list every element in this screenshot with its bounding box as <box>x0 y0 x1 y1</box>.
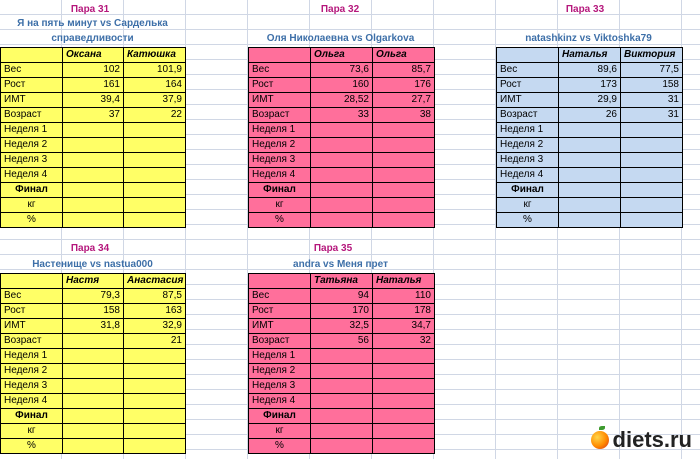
value-cell-1[interactable]: 29,9 <box>559 93 621 108</box>
table-row <box>249 334 435 349</box>
pair-35-title: Пара 35 <box>313 243 353 254</box>
table-row <box>249 138 435 153</box>
participant-2-name[interactable]: Ольга <box>373 48 435 63</box>
value-cell-2[interactable] <box>124 198 186 213</box>
value-cell-1[interactable] <box>63 349 124 364</box>
pair-35-body <box>249 274 435 454</box>
table-row <box>249 108 435 123</box>
header-row <box>249 48 435 63</box>
value-cell-1[interactable] <box>63 439 124 454</box>
value-cell-1[interactable]: 158 <box>63 304 124 319</box>
row-label-cell[interactable]: кг <box>249 424 311 439</box>
table-row <box>249 304 435 319</box>
row-label-cell[interactable]: Неделя 2 <box>497 138 559 153</box>
value-cell-2[interactable] <box>373 439 435 454</box>
pair-32-subtitle: Оля Николаевна vs Olgarkova <box>266 33 415 44</box>
row-label-cell[interactable]: Вес <box>249 289 311 304</box>
value-cell-2[interactable] <box>124 213 186 228</box>
header-row <box>1 274 186 289</box>
value-cell-2[interactable] <box>373 168 435 183</box>
participant-2-name[interactable]: Наталья <box>373 274 435 289</box>
row-label-cell[interactable]: Неделя 1 <box>1 349 63 364</box>
value-cell-1[interactable] <box>559 198 621 213</box>
row-label-cell[interactable]: Неделя 1 <box>249 123 311 138</box>
value-cell-1[interactable]: 56 <box>311 334 373 349</box>
row-label-cell[interactable]: Неделя 2 <box>1 138 63 153</box>
value-cell-2[interactable]: 85,7 <box>373 63 435 78</box>
row-label-cell[interactable]: Рост <box>249 78 311 93</box>
value-cell-2[interactable] <box>124 439 186 454</box>
table-row <box>249 93 435 108</box>
value-cell-1[interactable] <box>559 168 621 183</box>
row-label-cell[interactable]: кг <box>497 198 559 213</box>
table-row <box>1 138 186 153</box>
value-cell-1[interactable] <box>311 439 373 454</box>
row-label-cell[interactable]: Неделя 1 <box>497 123 559 138</box>
row-label-cell[interactable]: Неделя 4 <box>1 168 63 183</box>
value-cell-2[interactable] <box>124 123 186 138</box>
row-label-cell[interactable]: Неделя 3 <box>249 379 311 394</box>
value-cell-1[interactable] <box>559 213 621 228</box>
header-row <box>1 48 186 63</box>
value-cell-1[interactable]: 39,4 <box>63 93 124 108</box>
table-row <box>497 168 683 183</box>
value-cell-2[interactable] <box>621 153 683 168</box>
table-row <box>1 289 186 304</box>
table-row <box>249 379 435 394</box>
value-cell-1[interactable]: 33 <box>311 108 373 123</box>
value-cell-1[interactable]: 170 <box>311 304 373 319</box>
value-cell-2[interactable] <box>373 183 435 198</box>
value-cell-2[interactable]: 34,7 <box>373 319 435 334</box>
row-label-cell[interactable]: Вес <box>1 63 63 78</box>
value-cell-2[interactable] <box>373 198 435 213</box>
row-label-cell[interactable]: Финал <box>1 409 63 424</box>
row-label-cell[interactable]: Неделя 4 <box>1 394 63 409</box>
value-cell-1[interactable]: 28,52 <box>311 93 373 108</box>
table-row <box>1 394 186 409</box>
pair-31-table <box>0 47 186 228</box>
table-row <box>497 63 683 78</box>
value-cell-1[interactable] <box>559 138 621 153</box>
value-cell-2[interactable] <box>124 138 186 153</box>
value-cell-1[interactable] <box>63 424 124 439</box>
table-row <box>1 93 186 108</box>
row-label-cell[interactable]: ИМТ <box>1 93 63 108</box>
value-cell-1[interactable] <box>559 123 621 138</box>
value-cell-1[interactable] <box>63 168 124 183</box>
row-label-cell[interactable]: Возраст <box>497 108 559 123</box>
pair-34-title: Пара 34 <box>70 243 110 254</box>
value-cell-2[interactable] <box>124 394 186 409</box>
value-cell-1[interactable] <box>63 379 124 394</box>
table-row <box>1 304 186 319</box>
value-cell-1[interactable] <box>311 123 373 138</box>
value-cell-2[interactable] <box>373 379 435 394</box>
value-cell-2[interactable]: 21 <box>124 334 186 349</box>
table-row <box>249 198 435 213</box>
header-row <box>249 274 435 289</box>
value-cell-2[interactable] <box>373 424 435 439</box>
row-label-cell[interactable]: Финал <box>1 183 63 198</box>
header-corner-cell[interactable] <box>1 48 63 63</box>
value-cell-2[interactable] <box>373 123 435 138</box>
pair-33-subtitle: natashkinz vs Viktoshka79 <box>525 33 652 44</box>
value-cell-1[interactable] <box>311 424 373 439</box>
table-row <box>1 78 186 93</box>
participant-1-name[interactable]: Ольга <box>311 48 373 63</box>
header-corner-cell[interactable] <box>249 274 311 289</box>
row-label-cell[interactable]: Неделя 2 <box>249 364 311 379</box>
row-label-cell[interactable]: Неделя 2 <box>1 364 63 379</box>
participant-1-name[interactable]: Оксана <box>63 48 124 63</box>
row-label-cell[interactable]: Неделя 3 <box>1 379 63 394</box>
table-row <box>1 379 186 394</box>
table-row <box>1 424 186 439</box>
value-cell-1[interactable]: 94 <box>311 289 373 304</box>
row-label-cell[interactable]: Неделя 1 <box>249 349 311 364</box>
row-label-cell[interactable]: Неделя 2 <box>249 138 311 153</box>
header-corner-cell[interactable] <box>1 274 63 289</box>
table-row <box>497 198 683 213</box>
row-label-cell[interactable]: Возраст <box>1 334 63 349</box>
pair-31-title: Пара 31 <box>70 4 110 15</box>
row-label-cell[interactable]: кг <box>1 424 63 439</box>
value-cell-2[interactable]: 163 <box>124 304 186 319</box>
value-cell-2[interactable]: 101,9 <box>124 63 186 78</box>
row-label-cell[interactable]: Возраст <box>1 108 63 123</box>
value-cell-1[interactable] <box>311 409 373 424</box>
row-label-cell[interactable]: Возраст <box>249 108 311 123</box>
table-row <box>497 183 683 198</box>
value-cell-1[interactable] <box>63 213 124 228</box>
table-row <box>249 213 435 228</box>
logo-text: diets.ru <box>612 427 692 452</box>
table-row <box>1 409 186 424</box>
table-row <box>249 168 435 183</box>
row-label-cell[interactable]: Вес <box>497 63 559 78</box>
value-cell-2[interactable] <box>124 379 186 394</box>
value-cell-1[interactable] <box>63 364 124 379</box>
row-label-cell[interactable]: Рост <box>1 304 63 319</box>
value-cell-2[interactable] <box>373 138 435 153</box>
value-cell-1[interactable]: 31,8 <box>63 319 124 334</box>
value-cell-1[interactable]: 73,6 <box>311 63 373 78</box>
row-label-cell[interactable]: % <box>1 213 63 228</box>
table-row <box>249 364 435 379</box>
participant-2-name[interactable]: Виктория <box>621 48 683 63</box>
row-label-cell[interactable]: Рост <box>1 78 63 93</box>
value-cell-1[interactable]: 79,3 <box>63 289 124 304</box>
value-cell-2[interactable] <box>373 349 435 364</box>
value-cell-1[interactable] <box>63 138 124 153</box>
value-cell-2[interactable]: 27,7 <box>373 93 435 108</box>
value-cell-2[interactable] <box>373 153 435 168</box>
row-label-cell[interactable]: Финал <box>249 183 311 198</box>
table-row <box>1 364 186 379</box>
table-row <box>1 153 186 168</box>
row-label-cell[interactable]: Финал <box>249 409 311 424</box>
value-cell-1[interactable] <box>311 364 373 379</box>
table-row <box>1 108 186 123</box>
value-cell-1[interactable] <box>63 183 124 198</box>
table-row <box>1 63 186 78</box>
value-cell-1[interactable]: 160 <box>311 78 373 93</box>
row-label-cell[interactable]: Неделя 4 <box>249 394 311 409</box>
value-cell-2[interactable] <box>124 153 186 168</box>
value-cell-1[interactable] <box>311 198 373 213</box>
table-row <box>249 349 435 364</box>
row-label-cell[interactable]: Неделя 4 <box>249 168 311 183</box>
table-row <box>1 439 186 454</box>
value-cell-1[interactable]: 89,6 <box>559 63 621 78</box>
value-cell-2[interactable] <box>621 138 683 153</box>
pair-34-subtitle: Настенище vs nastua000 <box>32 259 153 270</box>
pair-31-subtitle-2: справедливости <box>51 33 134 44</box>
value-cell-1[interactable]: 102 <box>63 63 124 78</box>
value-cell-2[interactable]: 31 <box>621 93 683 108</box>
table-row <box>1 213 186 228</box>
value-cell-1[interactable]: 26 <box>559 108 621 123</box>
value-cell-1[interactable] <box>311 349 373 364</box>
pair-32-body <box>249 48 435 228</box>
pair-34-body <box>1 274 186 454</box>
value-cell-2[interactable] <box>124 183 186 198</box>
value-cell-2[interactable] <box>124 364 186 379</box>
value-cell-1[interactable] <box>311 138 373 153</box>
value-cell-2[interactable] <box>124 424 186 439</box>
header-corner-cell[interactable] <box>497 48 559 63</box>
value-cell-2[interactable] <box>621 123 683 138</box>
table-row <box>249 153 435 168</box>
row-label-cell[interactable]: % <box>1 439 63 454</box>
apple-icon <box>591 431 609 449</box>
table-row <box>249 183 435 198</box>
value-cell-2[interactable]: 158 <box>621 78 683 93</box>
participant-1-name[interactable]: Наталья <box>559 48 621 63</box>
pair-31-body <box>1 48 186 228</box>
table-row <box>497 213 683 228</box>
pair-32-title: Пара 32 <box>320 4 360 15</box>
table-row <box>1 123 186 138</box>
pair-33-table <box>496 47 683 228</box>
value-cell-2[interactable]: 38 <box>373 108 435 123</box>
table-row <box>249 439 435 454</box>
row-label-cell[interactable]: Вес <box>1 289 63 304</box>
table-row <box>249 123 435 138</box>
table-row <box>1 349 186 364</box>
header-corner-cell[interactable] <box>249 48 311 63</box>
value-cell-1[interactable] <box>311 183 373 198</box>
value-cell-2[interactable]: 32 <box>373 334 435 349</box>
value-cell-2[interactable] <box>373 213 435 228</box>
value-cell-2[interactable] <box>621 198 683 213</box>
table-row <box>249 424 435 439</box>
diets-logo[interactable] <box>591 427 692 453</box>
row-label-cell[interactable]: % <box>249 439 311 454</box>
value-cell-2[interactable]: 176 <box>373 78 435 93</box>
value-cell-2[interactable]: 178 <box>373 304 435 319</box>
row-label-cell[interactable]: Рост <box>249 304 311 319</box>
value-cell-2[interactable] <box>124 168 186 183</box>
value-cell-2[interactable]: 22 <box>124 108 186 123</box>
row-label-cell[interactable]: ИМТ <box>497 93 559 108</box>
pair-31-subtitle: Я на пять минут vs Сарделька <box>17 18 168 29</box>
value-cell-1[interactable] <box>311 153 373 168</box>
table-row <box>249 78 435 93</box>
value-cell-2[interactable]: 31 <box>621 108 683 123</box>
table-row <box>497 108 683 123</box>
row-label-cell[interactable]: Возраст <box>249 334 311 349</box>
value-cell-1[interactable] <box>311 379 373 394</box>
value-cell-2[interactable]: 77,5 <box>621 63 683 78</box>
participant-2-name[interactable]: Катюшка <box>124 48 186 63</box>
value-cell-2[interactable] <box>621 213 683 228</box>
value-cell-1[interactable] <box>559 183 621 198</box>
value-cell-1[interactable] <box>63 334 124 349</box>
value-cell-1[interactable] <box>63 153 124 168</box>
table-row <box>497 78 683 93</box>
table-row <box>497 138 683 153</box>
table-row <box>249 63 435 78</box>
table-row <box>497 123 683 138</box>
table-row <box>1 168 186 183</box>
value-cell-2[interactable]: 87,5 <box>124 289 186 304</box>
value-cell-2[interactable]: 164 <box>124 78 186 93</box>
value-cell-1[interactable] <box>311 168 373 183</box>
row-label-cell[interactable]: % <box>497 213 559 228</box>
table-row <box>249 394 435 409</box>
value-cell-2[interactable]: 110 <box>373 289 435 304</box>
header-row <box>497 48 683 63</box>
row-label-cell[interactable]: Неделя 3 <box>497 153 559 168</box>
value-cell-2[interactable]: 37,9 <box>124 93 186 108</box>
row-label-cell[interactable]: ИМТ <box>249 319 311 334</box>
row-label-cell[interactable]: Неделя 4 <box>497 168 559 183</box>
value-cell-2[interactable]: 32,9 <box>124 319 186 334</box>
value-cell-1[interactable] <box>63 394 124 409</box>
row-label-cell[interactable]: Неделя 1 <box>1 123 63 138</box>
participant-1-name[interactable]: Татьяна <box>311 274 373 289</box>
row-label-cell[interactable]: % <box>249 213 311 228</box>
value-cell-2[interactable] <box>373 364 435 379</box>
value-cell-2[interactable] <box>621 183 683 198</box>
value-cell-1[interactable]: 161 <box>63 78 124 93</box>
table-row <box>1 198 186 213</box>
row-label-cell[interactable]: кг <box>249 198 311 213</box>
table-row <box>497 93 683 108</box>
pair-34-table <box>0 273 186 454</box>
value-cell-2[interactable] <box>373 409 435 424</box>
value-cell-2[interactable] <box>373 394 435 409</box>
pair-33-body <box>497 48 683 228</box>
table-row <box>1 183 186 198</box>
row-label-cell[interactable]: ИМТ <box>1 319 63 334</box>
value-cell-2[interactable] <box>621 168 683 183</box>
value-cell-1[interactable] <box>63 123 124 138</box>
pair-32-table <box>248 47 435 228</box>
row-label-cell[interactable]: ИМТ <box>249 93 311 108</box>
value-cell-1[interactable] <box>63 198 124 213</box>
pair-35-table <box>248 273 435 454</box>
value-cell-1[interactable]: 173 <box>559 78 621 93</box>
value-cell-2[interactable] <box>124 409 186 424</box>
table-row <box>249 319 435 334</box>
table-row <box>1 334 186 349</box>
value-cell-1[interactable]: 37 <box>63 108 124 123</box>
value-cell-1[interactable]: 32,5 <box>311 319 373 334</box>
row-label-cell[interactable]: Рост <box>497 78 559 93</box>
value-cell-2[interactable] <box>124 349 186 364</box>
value-cell-1[interactable] <box>311 394 373 409</box>
participant-1-name[interactable]: Настя <box>63 274 124 289</box>
row-label-cell[interactable]: Финал <box>497 183 559 198</box>
row-label-cell[interactable]: Вес <box>249 63 311 78</box>
table-row <box>497 153 683 168</box>
value-cell-1[interactable] <box>63 409 124 424</box>
pair-35-subtitle: andra vs Меня прет <box>293 259 388 270</box>
participant-2-name[interactable]: Анастасия <box>124 274 186 289</box>
table-row <box>249 289 435 304</box>
row-label-cell[interactable]: кг <box>1 198 63 213</box>
value-cell-1[interactable] <box>559 153 621 168</box>
table-row <box>1 319 186 334</box>
pair-33-title: Пара 33 <box>565 4 605 15</box>
value-cell-1[interactable] <box>311 213 373 228</box>
row-label-cell[interactable]: Неделя 3 <box>249 153 311 168</box>
row-label-cell[interactable]: Неделя 3 <box>1 153 63 168</box>
table-row <box>249 409 435 424</box>
